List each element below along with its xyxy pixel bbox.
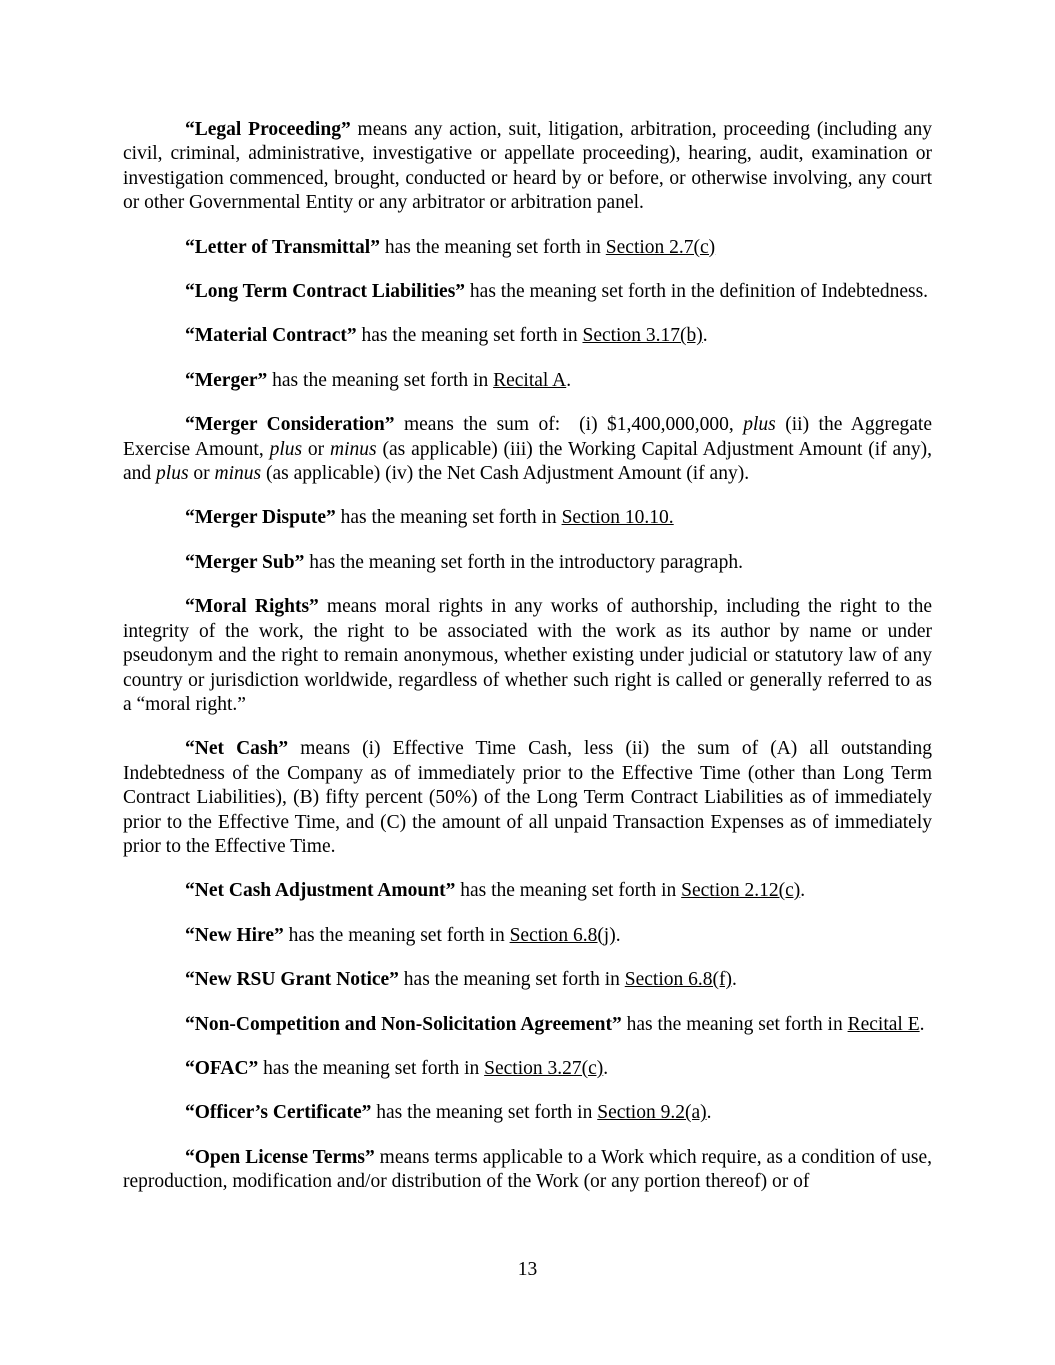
section-reference-link[interactable]: Section 6.8(j)	[509, 924, 616, 946]
paragraph-open-license-terms	[123, 1146, 932, 1195]
text-run: or	[188, 463, 215, 485]
defined-term: “Merger Dispute”	[185, 507, 336, 529]
text-run: .	[566, 369, 572, 391]
paragraph-merger-dispute	[123, 506, 932, 530]
section-reference-link[interactable]: Section 10.10.	[561, 507, 674, 529]
section-reference-link[interactable]: Recital E	[847, 1013, 920, 1035]
defined-term: “Merger Consideration”	[185, 414, 395, 436]
text-run: .	[731, 969, 737, 991]
text-run: has the meaning set forth in	[356, 325, 583, 347]
paragraph-merger-sub	[123, 551, 932, 575]
section-reference-link[interactable]: Section 3.17(b)	[582, 325, 703, 347]
text-run: has the meaning set forth in the definition of Indebtedness.	[465, 281, 929, 303]
text-run: or	[302, 438, 331, 460]
text-run: means moral rights in any works of authorship, including the right to the integrity of the work, the right to be associated with the work as its author by name or under pseudonym and the right to remain anonymous, whether existing under judicial or statutory law of any country or jurisdiction worldwide, regardless of whether such right is called or generally referred to as a “moral right.”	[123, 596, 932, 715]
text-run: minus	[330, 438, 377, 460]
text-run: means any action, suit, litigation, arbitration, proceeding (including any civil, criminal, administrative, investigative or appellate proceeding), hearing, audit, examination or investigation commenced, brought, conducted or heard by or before, or otherwise involving, any court or other Governmental Entity or any arbitrator or arbitration panel.	[123, 119, 932, 214]
defined-term: “Non-Competition and Non-Solicitation Agreement”	[185, 1013, 622, 1035]
paragraph-net-cash	[123, 737, 932, 859]
text-run: has the meaning set forth in	[455, 880, 682, 902]
defined-term: “Moral Rights”	[185, 596, 319, 618]
text-run: (as applicable) (iii) the Working Capital Adjustment Amount (if any), and	[123, 438, 932, 485]
defined-term: “Material Contract”	[185, 325, 357, 347]
defined-term: “Officer’s Certificate”	[185, 1102, 372, 1124]
defined-term: “Long Term Contract Liabilities”	[185, 281, 466, 303]
defined-term: “New Hire”	[185, 924, 284, 946]
defined-term: “Net Cash”	[185, 738, 289, 760]
paragraph-new-rsu-grant-notice	[123, 968, 932, 992]
text-run: .	[919, 1013, 925, 1035]
text-run: .	[603, 1057, 609, 1079]
document-body	[123, 118, 932, 1215]
defined-term: “Merger”	[185, 369, 268, 391]
paragraph-net-cash-adjustment-amount	[123, 879, 932, 903]
text-run: (ii) the Aggregate Exercise Amount,	[123, 414, 932, 460]
text-run: has the meaning set forth in	[267, 369, 494, 391]
paragraph-letter-of-transmittal	[123, 236, 932, 260]
text-run: means the sum of: (i) $1,400,000,000,	[394, 414, 744, 436]
text-run: has the meaning set forth in	[283, 924, 510, 946]
text-run: has the meaning set forth in the introductory paragraph.	[304, 551, 743, 573]
text-run: has the meaning set forth in	[371, 1102, 598, 1124]
text-run: plus	[269, 438, 303, 460]
paragraph-merger	[123, 369, 932, 393]
section-reference-link[interactable]: Recital A	[493, 369, 567, 391]
paragraph-material-contract	[123, 324, 932, 348]
text-run: has the meaning set forth in	[379, 236, 606, 258]
defined-term: “New RSU Grant Notice”	[185, 969, 399, 991]
defined-term: “Legal Proceeding”	[185, 119, 351, 140]
section-reference-link[interactable]: Section 6.8(f)	[624, 969, 732, 991]
paragraph-ofac	[123, 1057, 932, 1081]
text-run: means terms applicable to a Work which require, as a condition of use, reproduction, modification and/or distribution of the Work (or any portion thereof) or of	[123, 1146, 933, 1193]
text-run: plus	[156, 463, 189, 485]
section-reference-link[interactable]: Section 3.27(c)	[484, 1057, 604, 1079]
text-run: means (i) Effective Time Cash, less (ii) the sum of (A) all outstanding Indebtedness of the Company as of immediately prior to the Effective Time (other than Long Term Contract Liabilities), (B) fifty percent (50%) of the Long Term Contract Liabilities as of immediately prior to the Effective Time, and (C) the amount of all unpaid Transaction Expenses as of immediately prior to the Effective Time.	[123, 738, 932, 857]
paragraph-non-competition-and-non-solicitation-agreement	[123, 1013, 932, 1037]
paragraph-long-term-contract-liabilities	[123, 280, 932, 304]
paragraph-moral-rights	[123, 595, 932, 717]
paragraph-merger-consideration	[123, 413, 932, 486]
text-run: .	[706, 1102, 712, 1124]
text-run: has the meaning set forth in	[621, 1013, 848, 1035]
text-run: .	[615, 924, 621, 946]
text-run: plus	[743, 414, 776, 436]
text-run: minus	[214, 463, 262, 485]
text-run: has the meaning set forth in	[398, 969, 625, 991]
section-reference-link[interactable]: Section 2.7(c)	[605, 236, 716, 258]
page-number: 13	[517, 1259, 538, 1280]
defined-term: “Open License Terms”	[185, 1146, 375, 1168]
text-run: .	[800, 880, 806, 902]
text-run: has the meaning set forth in	[258, 1057, 485, 1079]
defined-term: “OFAC”	[185, 1057, 259, 1079]
section-reference-link[interactable]: Section 2.12(c)	[681, 880, 801, 902]
text-run: has the meaning set forth in	[335, 507, 562, 529]
text-run: (as applicable) (iv) the Net Cash Adjustment Amount (if any).	[261, 463, 750, 485]
paragraph-legal-proceeding	[123, 118, 932, 216]
section-reference-link[interactable]: Section 9.2(a)	[597, 1102, 707, 1124]
defined-term: “Net Cash Adjustment Amount”	[185, 880, 456, 902]
paragraph-new-hire	[123, 924, 932, 948]
text-run: .	[702, 325, 708, 347]
defined-term: “Merger Sub”	[185, 551, 305, 573]
defined-term: “Letter of Transmittal”	[185, 236, 380, 258]
paragraph-officers-certificate	[123, 1101, 932, 1125]
